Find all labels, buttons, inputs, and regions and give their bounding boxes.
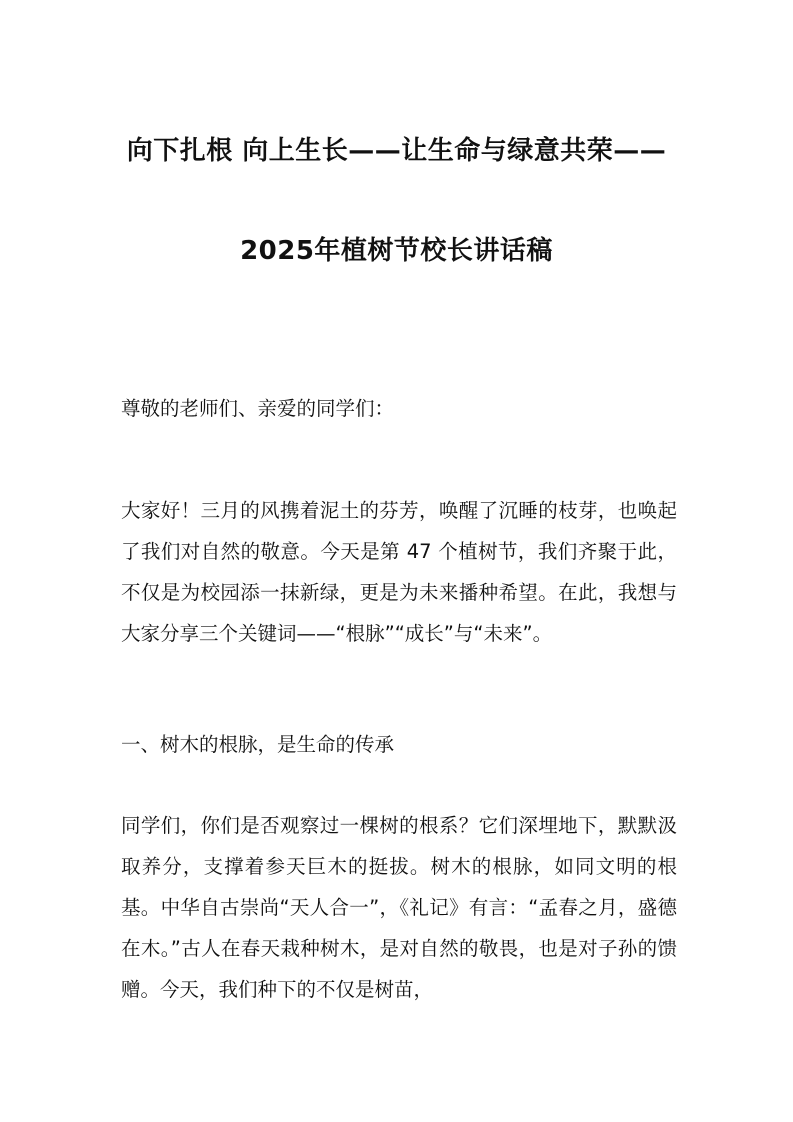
paragraph-opening: 大家好！三月的风携着泥土的芬芳，唤醒了沉睡的枝芽，也唤起了我们对自然的敬意。今天是第 47 个植树节，我们齐聚于此，不仅是为校园添一抹新绿，更是为未来播种希望。在此，我想与大家分享三个关键词——“根脉”“成长”与“未来”。	[121, 499, 677, 645]
section-heading-1: 一、树木的根脉，是生命的传承	[121, 733, 395, 756]
salutation: 尊敬的老师们、亲爱的同学们：	[121, 397, 395, 420]
paragraph-roots: 同学们，你们是否观察过一棵树的根系？它们深埋地下，默默汲取养分，支撑着参天巨木的挺拔。树木的根脉，如同文明的根基。中华自古崇尚“天人合一”，《礼记》有言：“孟春之月，盛德在木。”古人在春天栽种树木，是对自然的敬畏，也是对子孙的馈赠。今天，我们种下的不仅是树苗，	[121, 814, 677, 1001]
document-title-line-2: 2025年植树节校长讲话稿	[240, 236, 553, 266]
document-title-line-1: 向下扎根 向上生长——让生命与绿意共荣——	[126, 136, 667, 166]
